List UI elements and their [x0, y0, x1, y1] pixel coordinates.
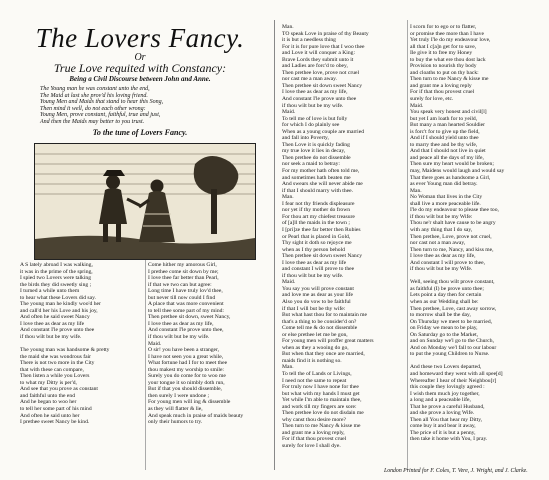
verse-column-3: Man. TO speak Love in praise of thy Beauty it is but a needless thing For it is for pure love that I woo thee and Love it will conquer a King: Brave Lords they submit unto it and Ladies are forc'd to obey, Then prethee love, prove not cruel nor cast me a man away. Then prethee sit down sweet Nancy I love thee as dear as my life, And constant I'le prove unto thee if thou wilt but be my wife. Maid. To tell me of love is but folly for which I do plainly see When as a young couple are married and fall into Poverty, Then Love it is quickly fading my true love it lies in decay, Then prethee do not dissemble nor seek a maid to betray: For my mother hath often told me, and sometimes hath beaten me And swears she will never abide me if that I should marry with thee. Man. I fear not thy friends displeasure nor yet if thy mother do frown For thou art my chiefest treasure of [a]ll the maids in the town ; I [pri]ze thee far better then Rubies or Pearl that is placed in Gold, Thy sight it doth so rejoyce me when as I thy person behold Then prethee sit down sweet Nancy I love thee as dear as my life and constant I will prove to thee if thou wilt but be my wife. Maid. You say you will prove constant and love me as dear as your life Also you do vow to be faithful if that I will but be thy wife: But what hast thou for to maintain me that's a thing to be consider'd on? Come tell me & do not dissemble or else prethee let me be gon, For young men will proffer great matters when as they a wooing do go, But when that they once are married, maids find it is nothing so. Man. To tell the of Lands or Livings, I need not the same to repeat For truly now I have none for thee but what with my hands I must get Yet while I'm able to maintain thee, and work till my fingers are sore: Then prethee love do not disdain me why canst thou desire more? Then turn to me Nancy & kisse me and grant me a loving reply, For if that thou provest cruel surely for love I shall dye. [282, 24, 374, 449]
ballad-title: The Lovers Fancy. [35, 23, 245, 53]
column-divider [274, 20, 275, 470]
discourse-line: Being a Civil Discourse between John and Anne. [69, 75, 211, 83]
printer-imprint: London Printed for F. Coles, T. Vere, J. Wright, and J. Clarke. [384, 468, 528, 474]
verse-column-4: I scorn for to ego or to flatter, or promise thee more than I have Yet truly I'le do my endeavour love, all that I c[a]n get for to save, Ile give it to free my Honey to buy the what ere thou dost lack Provision to nourish thy body and cloaths to put on thy back: Then turn to me Nancy & kisse me and grant me a loving reply For if that thou provest cruel surely for love, etc. Maid. You speak very honest and civil[l] but yet I am loath for to yeild, But many a man hearted Souldier is forc't for to give up the field, And if I should yield unto thee to marry thee and be thy wife, And that I should not live in quiet and peace all the days of my life, Then sure my heart would be broken; may, Maidens would laugh and would say That there goes as handsome a Girl, as ever Young man did betray. Man. No Woman that lives in the City shall live a more peaceable life. I'le do my endeavour to please thee too, if thou wilt but be my Wife: Thou ne'r shalt have cause to be angry with any thing that I do say, Then prethee, Love, prove not cruel, nor cast not a man away, Then turn to me, Nancy, and kiss me, I love thee as dear as my life, And constant I will prove to thee, if thou wilt but be my Wife. Well, seeing thou wilt prove constant, as faithful (I) be prove unto thee; Lets point a day then for certain when as our Wedding shall be: Then prethee, Love, cast away sorrow, to morrow shall be the day, On Thursday we meet to be married, on Friday we mean to be play, On Saturday go to the Market, and on Sunday we'l go to the Church, And on Monday we'l fall to our labour to put the young Children to Nurse. And these two Lovers departed, and homeward they went with all spee[d] Whereafter I hear of their Neighbou[r] this couple they lovingly agreed : I wish them much joy together, a long and a peaceable life, That he prove a careful Husband, and she prove a loving Wife. Then all You that hear my Ditty, come buy it and bear it away, The price of it is but a penny, then take it home with You, I pray. [410, 24, 505, 443]
column-divider [407, 20, 408, 470]
woodcut-illustration [34, 143, 256, 260]
woodcut-couple-image [35, 144, 255, 259]
verse-column-2: Come hither my amorous Girl, I prethee come sit down by me; I love thee far better than Pearl, if that we two can but agree: Long time I have truly lov'd thee, but never till now could I find A place that was more convenient to tell thee some part of my mind: Then prethee sit down, sweet Nancy, I love thee as dear as my life, And constant I'le prove unto thee, if thou wilt but be my wife. Maid. O sir! you have been a stranger, I have not seen you a great while, What fortune had I for to meet thee thou makest my worship to smile: Surely you do come for to woo me your tongue it so nimbly doth run, But if that you should dissemble, then surely I were undone ; For young men will ing & dissemble as they will flatter & lie, And speak much in praise of maids beauty only their humors to try. [148, 262, 244, 426]
intro-verse: The Young man he was constant unto the end, The Maid at last she prov'd his loving friend. Young Men and Maids that stand to hear this Song, Then mind it well, do not each other wrong: Young Men, prove constant, faithful, true and just, And then the Maids may better to you trust. [40, 86, 164, 125]
column-divider [145, 260, 146, 470]
tune-line: To the tune of Lovers Fancy. [92, 128, 188, 137]
verse-column-1: A S lately abroad I was walking, it was in the prime of the spring, I spied two Lovers were talking the birds they did sweetly sing ; I turned a while unto them to hear what these Lovers did say. The young man he kindly woo'd her and call'd her his Love and his joy, And often he said sweet Nancy I love thee as dear as my life And constant I'le prove unto thee if thou wilt but be my wife. The young man was handsome & pretty the maid she was wondrous fair There is not two more in the City that with these can compare, Then listen a while you Lovers to what my Ditty is per'd, And see that you prove as constant and faithful unto the end And he began to woo her to tell her some part of his mind And often he said unto her I prethee sweet Nancy be kind. [20, 262, 110, 426]
title-or: Or [134, 52, 146, 63]
ballad-subtitle: True Love requited with Constancy: [53, 61, 227, 75]
